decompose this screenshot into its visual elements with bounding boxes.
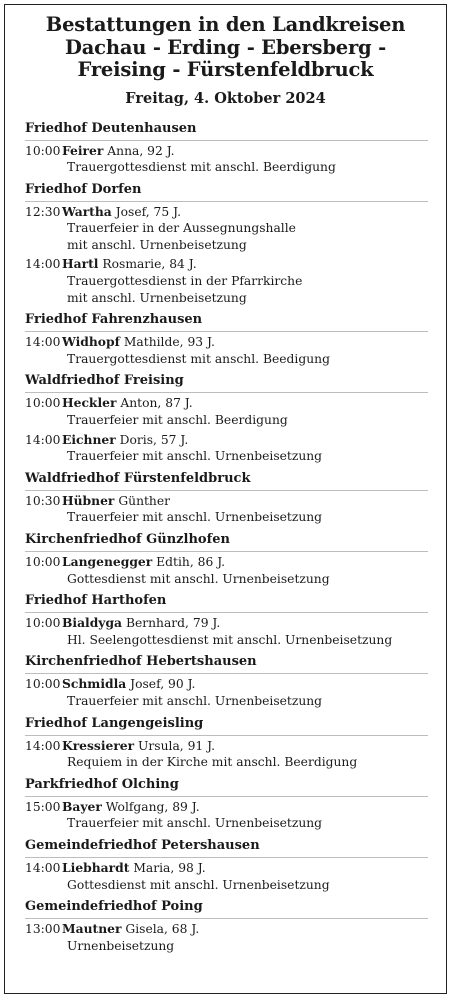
service-detail: Trauerfeier mit anschl. Urnenbeisetzung bbox=[67, 510, 323, 525]
funeral-list bbox=[5, 108, 446, 955]
cemetery-name: Gemeindefriedhof Petershausen bbox=[25, 837, 428, 858]
deceased-name-age: Maria, 98 J. bbox=[133, 860, 206, 875]
cemetery-section bbox=[25, 837, 428, 893]
service-detail: Trauerfeier mit anschl. Urnenbeisetzung bbox=[67, 449, 323, 464]
entry-line bbox=[25, 860, 428, 877]
cemetery-name: Kirchenfriedhof Hebertshausen bbox=[25, 653, 428, 674]
deceased-name-age: Rosmarie, 84 J. bbox=[102, 257, 197, 272]
funeral-entry bbox=[25, 143, 428, 176]
service-detail: mit anschl. Urnenbeisetzung bbox=[67, 237, 247, 252]
cemetery-section bbox=[25, 531, 428, 587]
funeral-entry bbox=[25, 334, 428, 367]
service-time: 10:00 bbox=[25, 396, 61, 411]
cemetery-name: Waldfriedhof Fürstenfeldbruck bbox=[25, 470, 428, 491]
funeral-entry bbox=[25, 615, 428, 648]
funeral-entry bbox=[25, 738, 428, 771]
cemetery-name: Waldfriedhof Freising bbox=[25, 372, 428, 393]
cemetery-name: Kirchenfriedhof Günzlhofen bbox=[25, 531, 428, 552]
deceased-surname: Liebhardt bbox=[62, 859, 130, 875]
deceased-surname: Langenegger bbox=[62, 554, 153, 569]
funeral-entry bbox=[25, 432, 428, 465]
deceased-name-age: Günther bbox=[118, 493, 171, 508]
entry-line bbox=[25, 395, 428, 412]
cemetery-section bbox=[25, 715, 428, 771]
notice-date: Freitag, 4. Oktober 2024 bbox=[125, 89, 326, 107]
deceased-surname: Widhopf bbox=[62, 334, 120, 350]
entry-line bbox=[25, 204, 428, 221]
service-time: 12:30 bbox=[25, 204, 61, 219]
cemetery-name: Friedhof Dorfen bbox=[25, 181, 428, 202]
notice-frame bbox=[4, 4, 447, 994]
cemetery-name: Friedhof Langengeisling bbox=[25, 715, 428, 736]
service-detail: Gottesdienst mit anschl. Urnenbeisetzung bbox=[67, 877, 330, 892]
service-time: 14:00 bbox=[25, 432, 61, 447]
title-line: Dachau - Erding - Ebersberg - bbox=[65, 35, 386, 59]
header bbox=[5, 5, 446, 108]
service-time: 14:00 bbox=[25, 738, 61, 753]
deceased-name-age: Josef, 75 J. bbox=[115, 204, 181, 219]
deceased-surname: Wartha bbox=[62, 203, 112, 219]
service-detail: Urnenbeisetzung bbox=[67, 938, 175, 953]
deceased-surname: Kressierer bbox=[62, 737, 135, 753]
title-line: Freising - Fürstenfeldbruck bbox=[77, 58, 374, 81]
deceased-name-age: Ursula, 91 J. bbox=[138, 738, 216, 753]
service-detail: Trauergottesdienst in der Pfarrkirche bbox=[67, 274, 303, 289]
funeral-entry bbox=[25, 256, 428, 306]
deceased-name-age: Bernhard, 79 J. bbox=[125, 616, 221, 631]
funeral-entry bbox=[25, 554, 428, 587]
cemetery-section bbox=[25, 470, 428, 526]
service-detail: Trauergottesdienst mit anschl. Beerdigung bbox=[67, 160, 336, 175]
cemetery-section bbox=[25, 776, 428, 832]
deceased-surname: Bayer bbox=[62, 798, 102, 814]
notice-title bbox=[5, 14, 446, 82]
service-time: 10:00 bbox=[25, 616, 61, 631]
cemetery-name: Gemeindefriedhof Poing bbox=[25, 898, 428, 919]
deceased-name-age: Anton, 87 J. bbox=[120, 396, 193, 411]
cemetery-section bbox=[25, 311, 428, 367]
entry-line bbox=[25, 143, 428, 160]
deceased-surname: Feirer bbox=[62, 142, 104, 158]
entry-line bbox=[25, 799, 428, 816]
entry-line bbox=[25, 738, 428, 755]
entry-line bbox=[25, 921, 428, 938]
entry-line bbox=[25, 676, 428, 693]
cemetery-section bbox=[25, 592, 428, 648]
deceased-name-age: Gisela, 68 J. bbox=[125, 922, 200, 937]
title-line: Bestattungen in den Landkreisen bbox=[45, 13, 406, 36]
service-time: 10:30 bbox=[25, 493, 61, 508]
service-detail: mit anschl. Urnenbeisetzung bbox=[67, 290, 247, 305]
deceased-surname: Hartl bbox=[62, 256, 99, 272]
service-time: 10:00 bbox=[25, 677, 61, 692]
cemetery-section bbox=[25, 653, 428, 709]
deceased-surname: Bialdyga bbox=[62, 615, 123, 631]
cemetery-section bbox=[25, 372, 428, 464]
service-detail: Hl. Seelengottesdienst mit anschl. Urnenbeisetzung bbox=[67, 632, 393, 647]
entry-line bbox=[25, 334, 428, 351]
deceased-surname: Schmidla bbox=[62, 676, 127, 692]
service-time: 10:00 bbox=[25, 143, 61, 158]
funeral-entry bbox=[25, 493, 428, 526]
cemetery-name: Friedhof Harthofen bbox=[25, 592, 428, 613]
funeral-entry bbox=[25, 395, 428, 428]
entry-line bbox=[25, 615, 428, 632]
service-time: 14:00 bbox=[25, 257, 61, 272]
service-detail: Trauergottesdienst mit anschl. Beedigung bbox=[67, 351, 330, 366]
deceased-name-age: Josef, 90 J. bbox=[130, 677, 196, 692]
service-time: 13:00 bbox=[25, 922, 61, 937]
entry-line bbox=[25, 432, 428, 449]
funeral-entry bbox=[25, 921, 428, 954]
cemetery-name: Friedhof Fahrenzhausen bbox=[25, 311, 428, 332]
deceased-surname: Hübner bbox=[62, 492, 115, 508]
deceased-name-age: Anna, 92 J. bbox=[107, 143, 175, 158]
cemetery-section bbox=[25, 120, 428, 176]
deceased-name-age: Mathilde, 93 J. bbox=[123, 335, 215, 350]
service-detail: Trauerfeier mit anschl. Urnenbeisetzung bbox=[67, 693, 323, 708]
entry-line bbox=[25, 554, 428, 571]
funeral-entry bbox=[25, 204, 428, 254]
deceased-surname: Heckler bbox=[62, 395, 117, 411]
service-time: 10:00 bbox=[25, 555, 61, 569]
deceased-surname: Mautner bbox=[62, 921, 122, 937]
cemetery-name: Friedhof Deutenhausen bbox=[25, 120, 428, 141]
funeral-entry bbox=[25, 860, 428, 893]
funeral-entry bbox=[25, 676, 428, 709]
service-detail: Requiem in der Kirche mit anschl. Beerdigung bbox=[67, 755, 358, 770]
service-detail: Gottesdienst mit anschl. Urnenbeisetzung bbox=[67, 571, 330, 586]
deceased-name-age: Wolfgang, 89 J. bbox=[105, 799, 200, 814]
funeral-entry bbox=[25, 799, 428, 832]
deceased-name-age: Edtih, 86 J. bbox=[156, 555, 226, 569]
entry-line bbox=[25, 256, 428, 273]
entry-line bbox=[25, 493, 428, 510]
cemetery-section bbox=[25, 898, 428, 954]
deceased-name-age: Doris, 57 J. bbox=[119, 432, 189, 447]
deceased-surname: Eichner bbox=[62, 431, 116, 447]
service-time: 15:00 bbox=[25, 799, 61, 814]
service-detail: Trauerfeier mit anschl. Beerdigung bbox=[67, 413, 288, 428]
cemetery-name: Parkfriedhof Olching bbox=[25, 776, 428, 797]
service-detail: Trauerfeier in der Aussegnungshalle bbox=[67, 221, 296, 236]
service-time: 14:00 bbox=[25, 860, 61, 875]
cemetery-section bbox=[25, 181, 428, 307]
service-time: 14:00 bbox=[25, 335, 61, 350]
service-detail: Trauerfeier mit anschl. Urnenbeisetzung bbox=[67, 816, 323, 831]
